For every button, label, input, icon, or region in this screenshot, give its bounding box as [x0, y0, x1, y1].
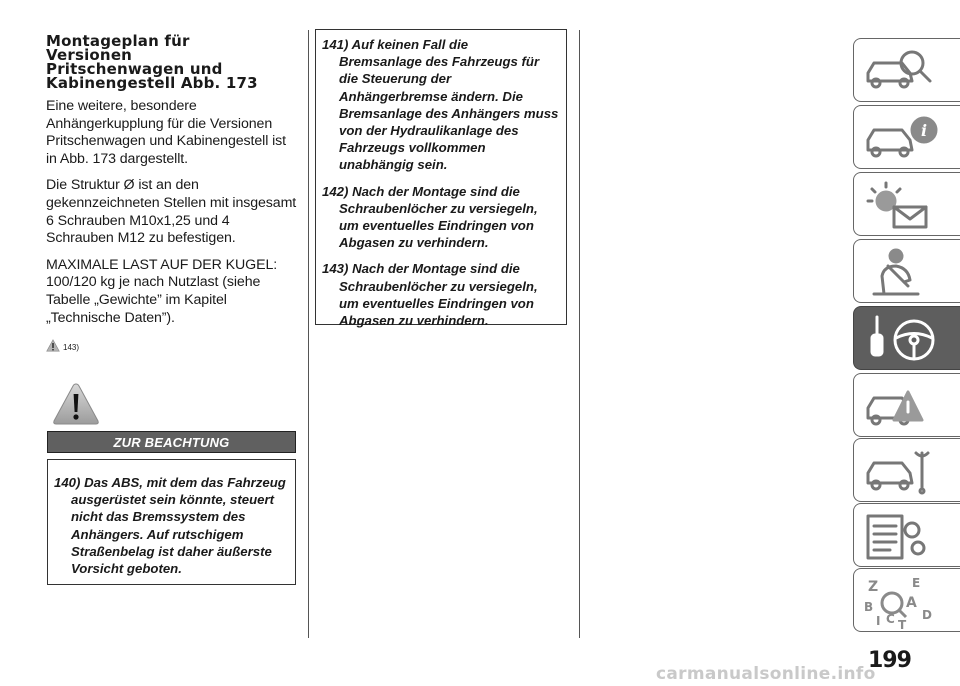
note-141 — [322, 36, 560, 174]
watermark: carmanualsonline.info — [656, 664, 876, 684]
column-divider — [579, 30, 580, 638]
left-column — [46, 34, 298, 352]
warning-note-box-continued — [315, 29, 567, 329]
nav-tab-emergency[interactable] — [853, 373, 960, 437]
seatbelt-passenger-icon — [862, 246, 950, 298]
note-number: 141) — [322, 37, 349, 52]
section-title — [46, 34, 298, 90]
note-text: Bremsanlage des Fahrzeugs für die Steuerung der Anhängerbremse ändern. Die Bremsanlage des Anhängers muss von der Hydraulikanlage des Fahrzeugs vollkommen unabhängig sein. — [339, 54, 559, 173]
svg-text:D: D — [922, 608, 932, 622]
note-first-line: Nach der Montage sind die — [352, 261, 520, 277]
page-number: 199 — [868, 648, 911, 673]
note-reference-number: 143) — [63, 343, 80, 353]
note-text: Schraubenlöcher zu versiegeln, um eventuelles Eindringen von Abgasen zu verhindern. — [339, 278, 538, 329]
paragraph-structure: Die Struktur Ø ist an den gekennzeichneten Stellen mit insgesamt 6 Schrauben M10x1,25 und 4 Schrauben M12 zu befestigen. — [46, 177, 297, 247]
svg-text:B: B — [864, 600, 874, 614]
spec-list-gear-icon — [862, 510, 950, 562]
nav-tab-car-search[interactable] — [853, 38, 960, 102]
title-line: Versionen — [46, 46, 133, 64]
nav-tab-warning-lights[interactable] — [853, 172, 960, 236]
small-warning-icon — [46, 339, 60, 352]
car-search-icon — [862, 45, 950, 97]
alphabet-index-search-icon — [862, 575, 950, 629]
svg-text:T: T — [898, 618, 907, 629]
nav-tab-maintenance[interactable] — [853, 438, 960, 502]
car-crash-warning-icon — [862, 380, 950, 432]
warning-light-mail-icon — [862, 179, 950, 231]
nav-tab-index[interactable] — [853, 568, 960, 632]
note-143 — [322, 260, 560, 329]
column-divider — [308, 30, 309, 638]
svg-text:Z: Z — [868, 579, 879, 595]
note-number: 140) — [54, 475, 81, 490]
note-142 — [322, 183, 560, 252]
paragraph-intro: Eine weitere, besondere Anhängerkupplung für die Versionen Pritschenwagen und Kabinengestell ist in Abb. 173 dargestellt. — [46, 98, 287, 167]
nav-tab-start-driving[interactable] — [853, 306, 960, 370]
note-reference — [46, 336, 298, 352]
paragraph-max-load: MAXIMALE LAST AUF DER KUGEL: 100/120 kg je nach Nutzlast (siehe Tabelle „Gewichte” im Kapitel „Technische Daten”). — [46, 256, 278, 326]
title-line: Montageplan für — [46, 32, 190, 50]
note-first-line: Das ABS, mit dem das Fahrzeug — [84, 475, 286, 490]
svg-text:I: I — [876, 614, 881, 628]
title-line: Pritschenwagen und — [46, 60, 223, 78]
key-steering-wheel-icon — [862, 313, 950, 365]
nav-tab-safety[interactable] — [853, 239, 960, 303]
svg-text:A: A — [906, 595, 917, 611]
warning-note-box — [47, 459, 296, 585]
note-text: Schraubenlöcher zu versiegeln, um eventuelles Eindringen von Abgasen zu verhindern. — [339, 200, 538, 251]
warning-triangle-icon — [52, 382, 100, 431]
title-line: Kabinengestell Abb. 173 — [46, 74, 258, 92]
note-first-line: Auf keinen Fall die — [351, 37, 469, 52]
nav-tab-technical-data[interactable] — [853, 503, 960, 567]
car-info-icon — [862, 112, 950, 164]
note-number: 143) — [322, 261, 349, 277]
warning-header: ZUR BEACHTUNG — [47, 431, 296, 453]
note-140 — [54, 474, 289, 577]
car-wrench-icon — [862, 445, 950, 497]
note-first-line: Nach der Montage sind die — [352, 183, 520, 199]
svg-text:E: E — [912, 576, 921, 590]
svg-text:C: C — [886, 612, 895, 626]
nav-tab-car-info[interactable] — [853, 105, 960, 169]
note-number: 142) — [322, 183, 349, 199]
svg-text:i: i — [921, 121, 928, 140]
note-text: ausgerüstet sein könnte, steuert nicht das Bremssystem des Anhängers. Auf rutschigem Straßenbelag ist daher äußerste Vorsicht geboten. — [71, 492, 274, 577]
